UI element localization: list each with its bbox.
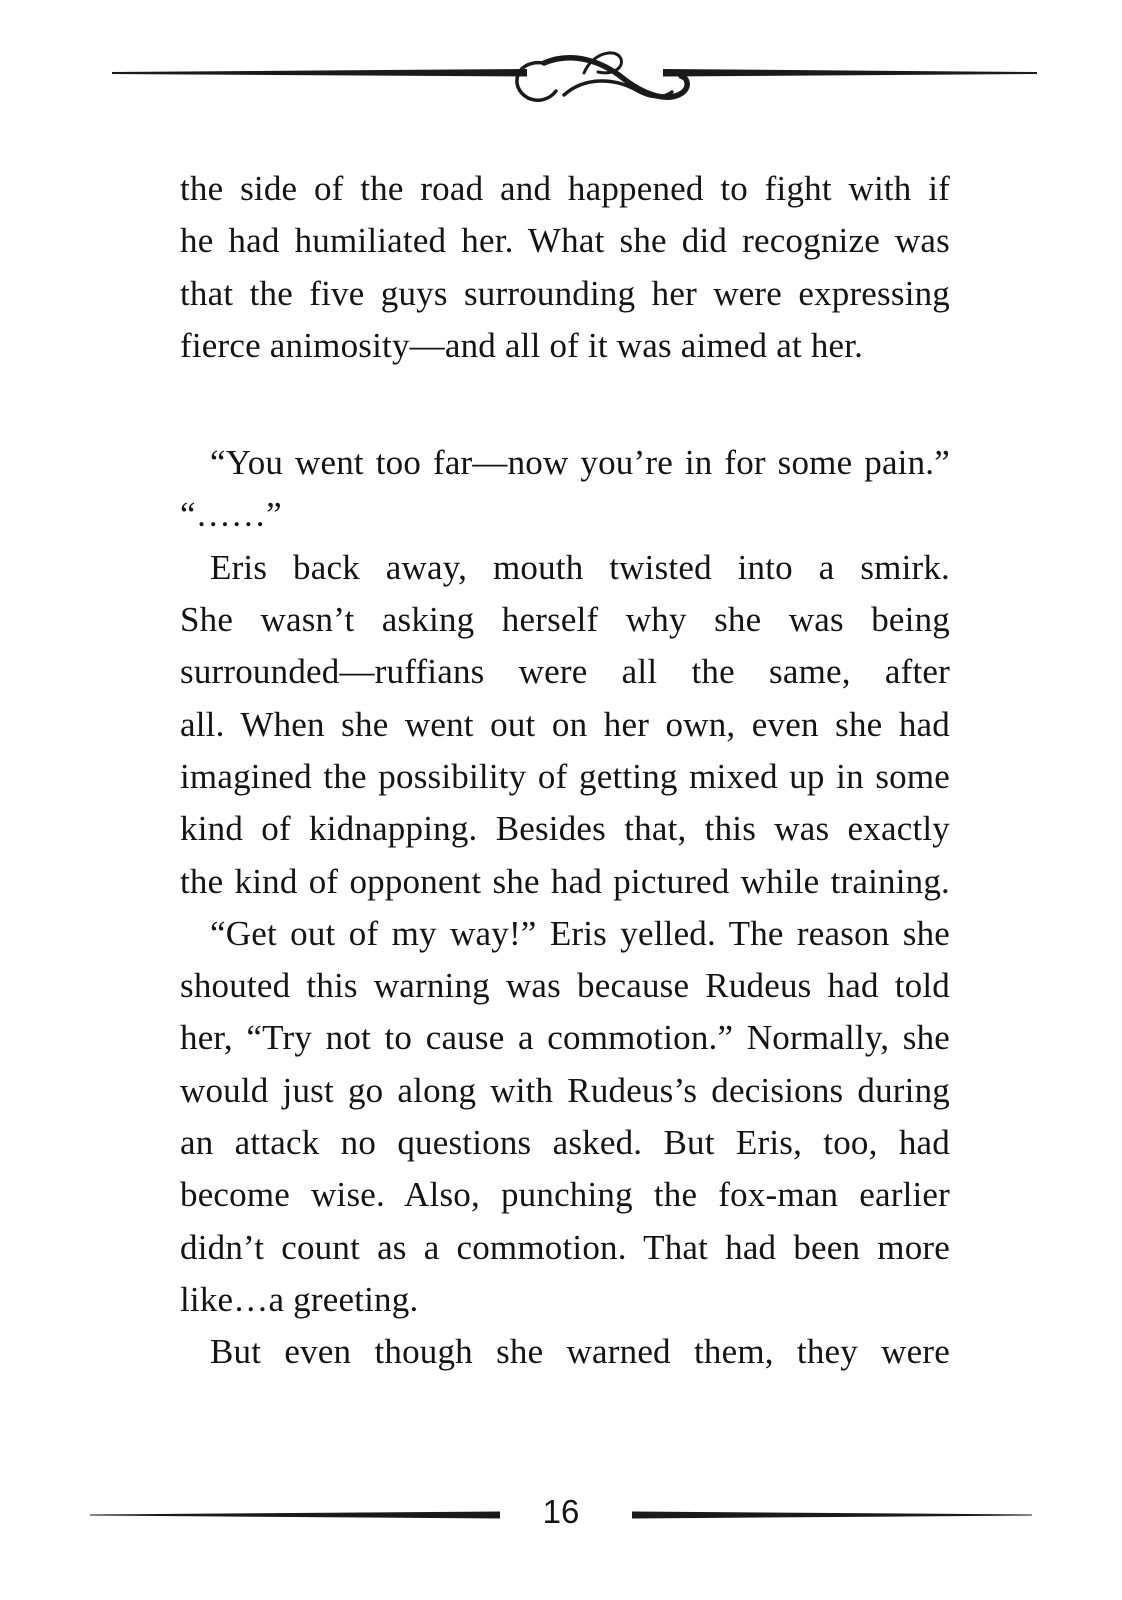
text-line: the side of the road and happened to fight with if xyxy=(180,169,951,208)
header-rule-left xyxy=(112,69,527,77)
text-line: her, “Try not to cause a commotion.” Normally, she xyxy=(180,1018,951,1058)
dialogue-line-pain xyxy=(180,437,950,489)
text-line: fierce animosity—and all of it was aimed at her. xyxy=(180,325,864,365)
paragraph-get-out-of-my-way xyxy=(180,908,950,1326)
text-line: “You went too far—now you’re in for some pain.” xyxy=(210,443,950,483)
text-line: all. When she went out on her own, even she had xyxy=(180,704,950,744)
text-line: would just go along with Rudeus’s decisions during xyxy=(180,1070,950,1110)
text-line: But even though she warned them, they were xyxy=(210,1332,950,1372)
text-line: “……” xyxy=(180,495,282,535)
text-line: kind of kidnapping. Besides that, this was exactly xyxy=(180,809,950,849)
text-line: shouted this warning was because Rudeus had told xyxy=(180,966,951,1006)
header-rule-right xyxy=(663,69,1037,77)
text-line: imagined the possibility of getting mixed up in some xyxy=(180,756,951,796)
text-line: Eris back away, mouth twisted into a smirk. xyxy=(210,547,950,587)
paragraph-continuation xyxy=(180,163,950,372)
text-line: “Get out of my way!” Eris yelled. The reason she xyxy=(210,913,951,953)
text-line: become wise. Also, punching the fox-man earlier xyxy=(180,1175,951,1215)
text-line: didn’t count as a commotion. That had been more xyxy=(180,1227,950,1267)
header-divider xyxy=(112,45,1037,107)
page-number: 16 xyxy=(542,1493,580,1530)
flourish-ornament-icon xyxy=(517,53,687,100)
text-line: an attack no questions asked. But Eris, too, had xyxy=(180,1123,950,1163)
dialogue-line-silence xyxy=(180,489,950,541)
text-line: that the five guys surrounding her were expressing xyxy=(180,273,951,313)
text-line: She wasn’t asking herself why she was being xyxy=(180,600,950,640)
paragraph-but-even-though xyxy=(180,1326,950,1378)
paragraph-eris-back-away xyxy=(180,542,950,908)
text-column xyxy=(180,163,950,1379)
text-line: he had humiliated her. What she did recognize was xyxy=(180,221,950,261)
text-line: surrounded—ruffians were all the same, after xyxy=(180,652,950,692)
text-line: like…a greeting. xyxy=(180,1279,419,1319)
text-line: the kind of opponent she had pictured while training. xyxy=(180,861,950,901)
